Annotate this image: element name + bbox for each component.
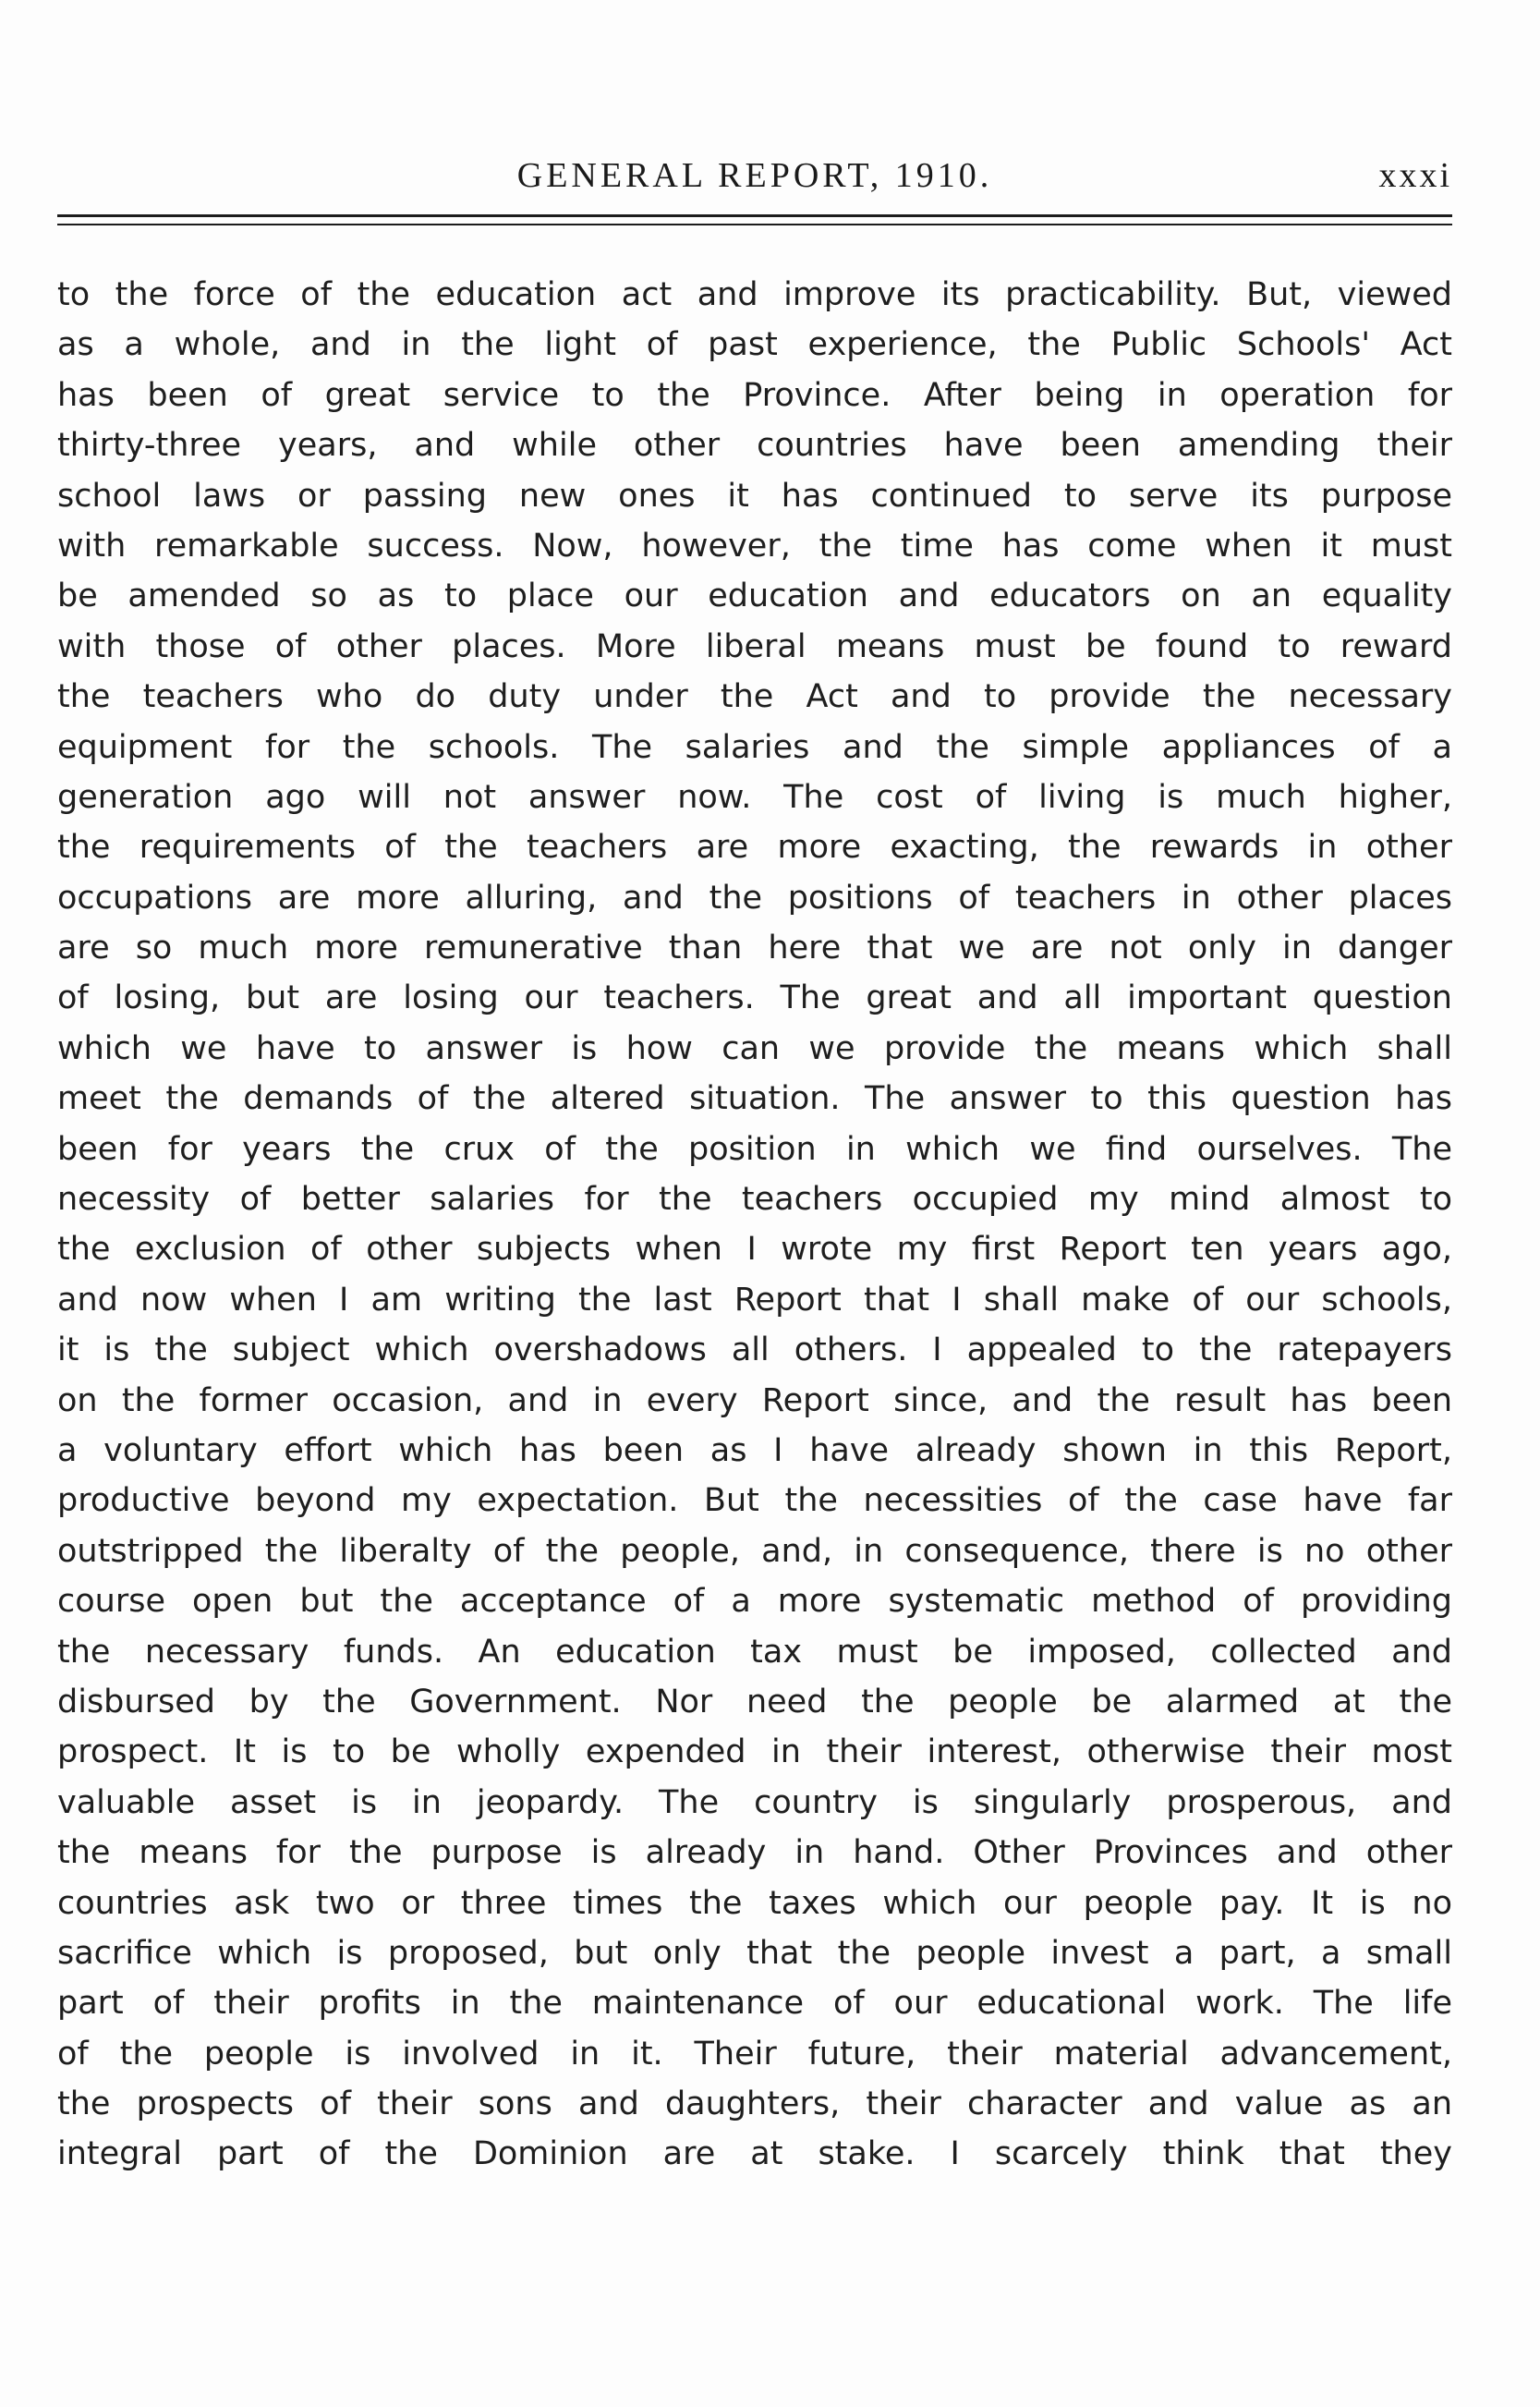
- running-header: [57, 155, 1452, 211]
- text-line: school laws or passing new ones it has continued to serve its purpose: [57, 477, 1452, 515]
- text-line: with remarkable success. Now, however, the time has come when it must: [57, 527, 1452, 565]
- text-line: been for years the crux of the position in which we find ourselves. The: [57, 1130, 1452, 1168]
- text-line: be amended so as to place our education and educators on an equality: [57, 577, 1452, 615]
- body-paragraph: [57, 270, 1452, 2180]
- text-line: equipment for the schools. The salaries and the simple appliances of a: [57, 728, 1452, 766]
- text-line: thirty-three years, and while other countries have been amending their: [57, 427, 1452, 465]
- text-line: outstripped the liberalty of the people, and, in consequence, there is no other: [57, 1532, 1452, 1570]
- text-line: sacrifice which is proposed, but only that the people invest a part, a small: [57, 1934, 1452, 1972]
- text-line: productive beyond my expectation. But the necessities of the case have far: [57, 1482, 1452, 1520]
- text-line: on the former occasion, and in every Report since, and the result has been: [57, 1381, 1452, 1419]
- text-line: course open but the acceptance of a more systematic method of providing: [57, 1583, 1452, 1621]
- text-line: the means for the purpose is already in hand. Other Provinces and other: [57, 1834, 1452, 1872]
- text-line: valuable asset is in jeopardy. The country is singularly prosperous, and: [57, 1783, 1452, 1821]
- text-line: to the force of the education act and improve its practicability. But, viewed: [57, 276, 1452, 313]
- text-line: the prospects of their sons and daughters, their character and value as an: [57, 2085, 1452, 2123]
- text-line: generation ago will not answer now. The cost of living is much higher,: [57, 778, 1452, 816]
- text-line: occupations are more alluring, and the positions of teachers in other places: [57, 879, 1452, 917]
- text-line: countries ask two or three times the taxes which our people pay. It is no: [57, 1884, 1452, 1922]
- text-line: of losing, but are losing our teachers. The great and all important question: [57, 979, 1452, 1017]
- text-line: meet the demands of the altered situation. The answer to this question has: [57, 1080, 1452, 1118]
- text-line: part of their profits in the maintenance of our educational work. The life: [57, 1985, 1452, 2023]
- text-line: with those of other places. More liberal means must be found to reward: [57, 627, 1452, 665]
- text-line: the exclusion of other subjects when I wrote my first Report ten years ago,: [57, 1231, 1452, 1269]
- text-line: and now when I am writing the last Report that I shall make of our schools,: [57, 1281, 1452, 1319]
- text-line: a voluntary effort which has been as I have already shown in this Report,: [57, 1431, 1452, 1469]
- text-line: are so much more remunerative than here that we are not only in danger: [57, 930, 1452, 967]
- text-line: necessity of better salaries for the teachers occupied my mind almost to: [57, 1181, 1452, 1219]
- page-number: xxxi: [1378, 156, 1452, 195]
- text-line: disbursed by the Government. Nor need the people be alarmed at the: [57, 1683, 1452, 1720]
- page-title: GENERAL REPORT, 1910.: [516, 156, 993, 195]
- text-line: the teachers who do duty under the Act and to provide the necessary: [57, 678, 1452, 716]
- text-line: the requirements of the teachers are more exacting, the rewards in other: [57, 829, 1452, 867]
- text-line: integral part of the Dominion are at stake. I scarcely think that they: [57, 2135, 1452, 2173]
- text-line: has been of great service to the Province. After being in operation for: [57, 376, 1452, 414]
- header-double-rule: [57, 214, 1452, 225]
- text-line: prospect. It is to be wholly expended in their interest, otherwise their most: [57, 1733, 1452, 1771]
- text-line: which we have to answer is how can we provide the means which shall: [57, 1029, 1452, 1067]
- text-line: it is the subject which overshadows all others. I appealed to the ratepayers: [57, 1331, 1452, 1369]
- text-line: of the people is involved in it. Their future, their material advancement,: [57, 2035, 1452, 2073]
- text-line: the necessary funds. An education tax must be imposed, collected and: [57, 1633, 1452, 1671]
- text-line: as a whole, and in the light of past experience, the Public Schools' Act: [57, 326, 1452, 364]
